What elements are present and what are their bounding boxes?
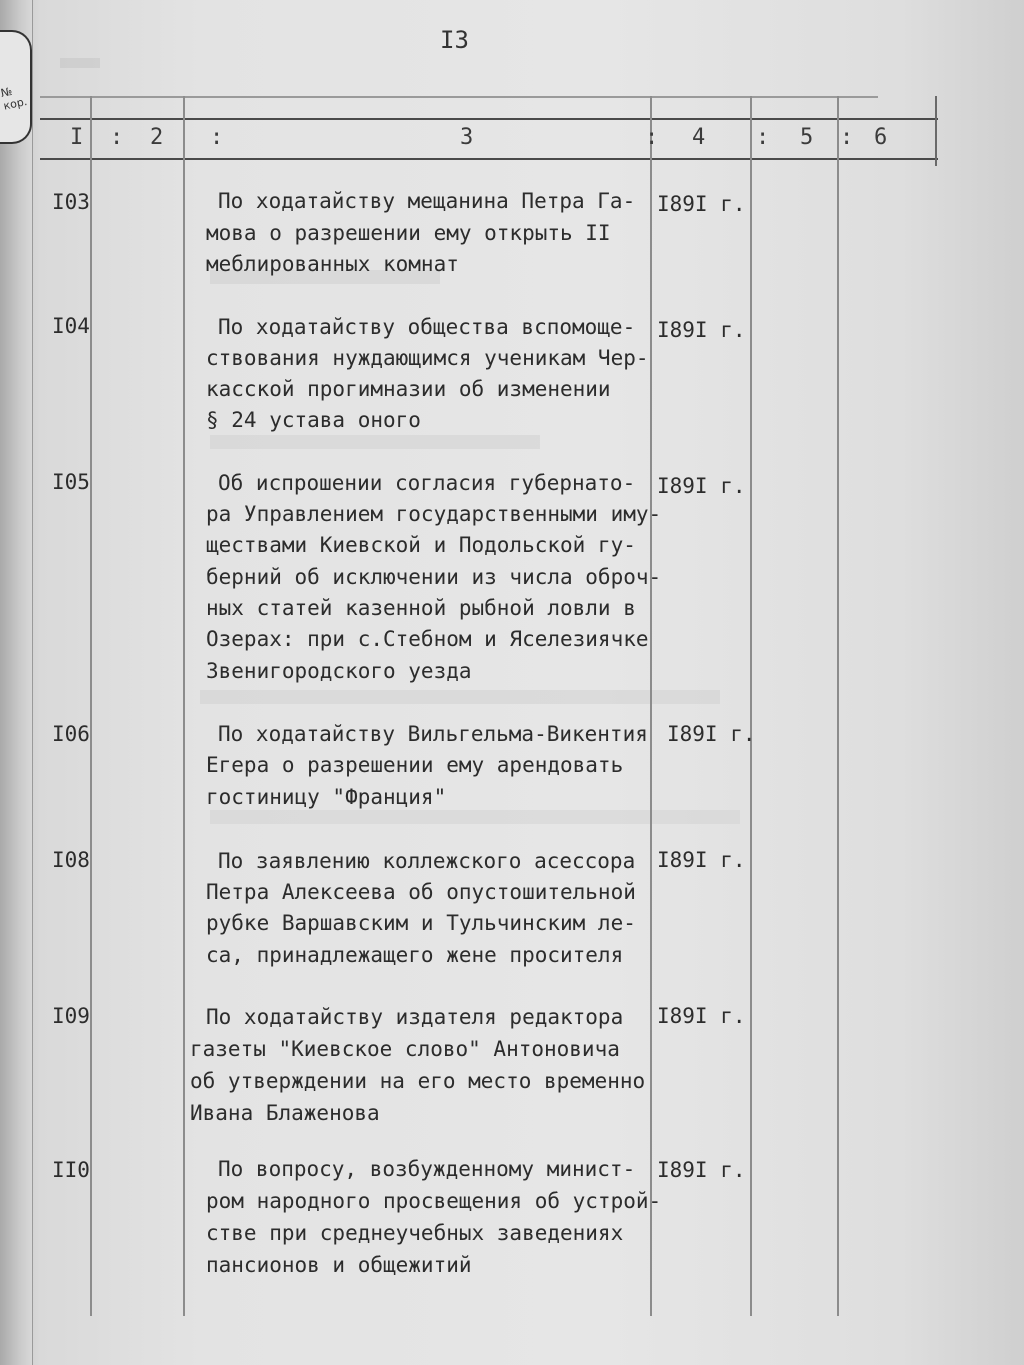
case-title-line: пансионов и общежитий [206, 1253, 472, 1277]
case-number: I03 [52, 190, 90, 214]
case-title-line: са, принадлежащего жене просителя [206, 943, 624, 967]
binder-tab-label: № кор. [0, 84, 29, 113]
header-rule-lower [40, 158, 938, 160]
case-title-line: ром народного просвещения об устрой- [206, 1189, 662, 1213]
column-divider [183, 96, 185, 1316]
case-title-line: По заявлению коллежского асессора [218, 849, 636, 873]
column-divider [837, 96, 839, 1316]
case-title-line: об утверждении на его место временно [190, 1069, 646, 1093]
column-divider [750, 96, 752, 1316]
case-title-line: Егера о разрешении ему арендовать [206, 753, 624, 777]
column-separator: : [210, 125, 224, 150]
case-number: I04 [52, 314, 90, 338]
case-title-line: меблированных комнат [206, 252, 459, 276]
case-title-line: Об испрошении согласия губернато- [218, 471, 636, 495]
case-title-line: По ходатайству общества вспомоще- [218, 315, 636, 339]
case-title-line: берний об исключении из числа оброч- [206, 565, 662, 589]
column-separator: : [645, 125, 659, 150]
case-title-line: Озерах: при с.Стебном и Яселезиячке [206, 627, 649, 651]
case-number: I08 [52, 848, 90, 872]
column-separator: : [756, 125, 770, 150]
bleed-through-mark [60, 58, 100, 68]
column-number: 3 [460, 125, 474, 150]
case-title-line: ных статей казенной рыбной ловли в [206, 596, 636, 620]
column-number: 6 [874, 125, 888, 150]
case-number: II0 [52, 1158, 90, 1182]
header-top-rule [40, 96, 878, 98]
case-title-line: мова о разрешении ему открыть II [206, 221, 611, 245]
column-separator: : [110, 125, 124, 150]
header-rule-upper [40, 118, 938, 120]
column-divider [650, 96, 652, 1316]
case-title-line: ществами Киевской и Подольской гу- [206, 533, 636, 557]
case-title-line: ствования нуждающимся ученикам Чер- [206, 346, 649, 370]
case-title-line: Ивана Блаженова [190, 1101, 380, 1125]
column-divider [90, 96, 92, 1316]
case-title-line: По ходатайству мещанина Петра Га- [218, 189, 636, 213]
case-title-line: § 24 устава оного [206, 408, 421, 432]
case-number: I05 [52, 470, 90, 494]
column-separator: : [840, 125, 854, 150]
case-title-line: газеты "Киевское слово" Антоновича [190, 1037, 620, 1061]
column-divider [935, 96, 937, 166]
case-year: I89I г. [657, 192, 746, 216]
page-binding [0, 0, 33, 1365]
column-number: 5 [800, 125, 814, 150]
column-number: 2 [150, 125, 164, 150]
case-number: I06 [52, 722, 90, 746]
case-title-line: По ходатайству Вильгельма-Викентия [218, 722, 648, 746]
case-title-line: Звенигородского уезда [206, 659, 472, 683]
case-year: I89I г. [657, 474, 746, 498]
binder-tab [0, 30, 32, 144]
bleed-through-mark [200, 690, 720, 704]
case-title-line: рубке Варшавским и Тульчинским ле- [206, 911, 636, 935]
bleed-through-mark [210, 435, 540, 449]
case-year: I89I г. [657, 848, 746, 872]
case-year: I89I г. [657, 1158, 746, 1182]
case-year: I89I г. [657, 1004, 746, 1028]
case-title-line: касской прогимназии об изменении [206, 377, 611, 401]
case-year: I89I г. [657, 318, 746, 342]
case-title-line: По ходатайству издателя редактора [206, 1005, 624, 1029]
case-title-line: По вопросу, возбужденному минист- [218, 1157, 636, 1181]
case-year: I89I г. [667, 722, 756, 746]
column-number: I [70, 125, 84, 150]
case-number: I09 [52, 1004, 90, 1028]
case-title-line: гостиницу "Франция" [206, 785, 447, 809]
case-title-line: ра Управлением государственными иму- [206, 502, 662, 526]
case-title-line: Петра Алексеева об опустошительной [206, 880, 636, 904]
case-title-line: стве при среднеучебных заведениях [206, 1221, 624, 1245]
column-number: 4 [692, 125, 706, 150]
page-number: I3 [440, 26, 469, 54]
